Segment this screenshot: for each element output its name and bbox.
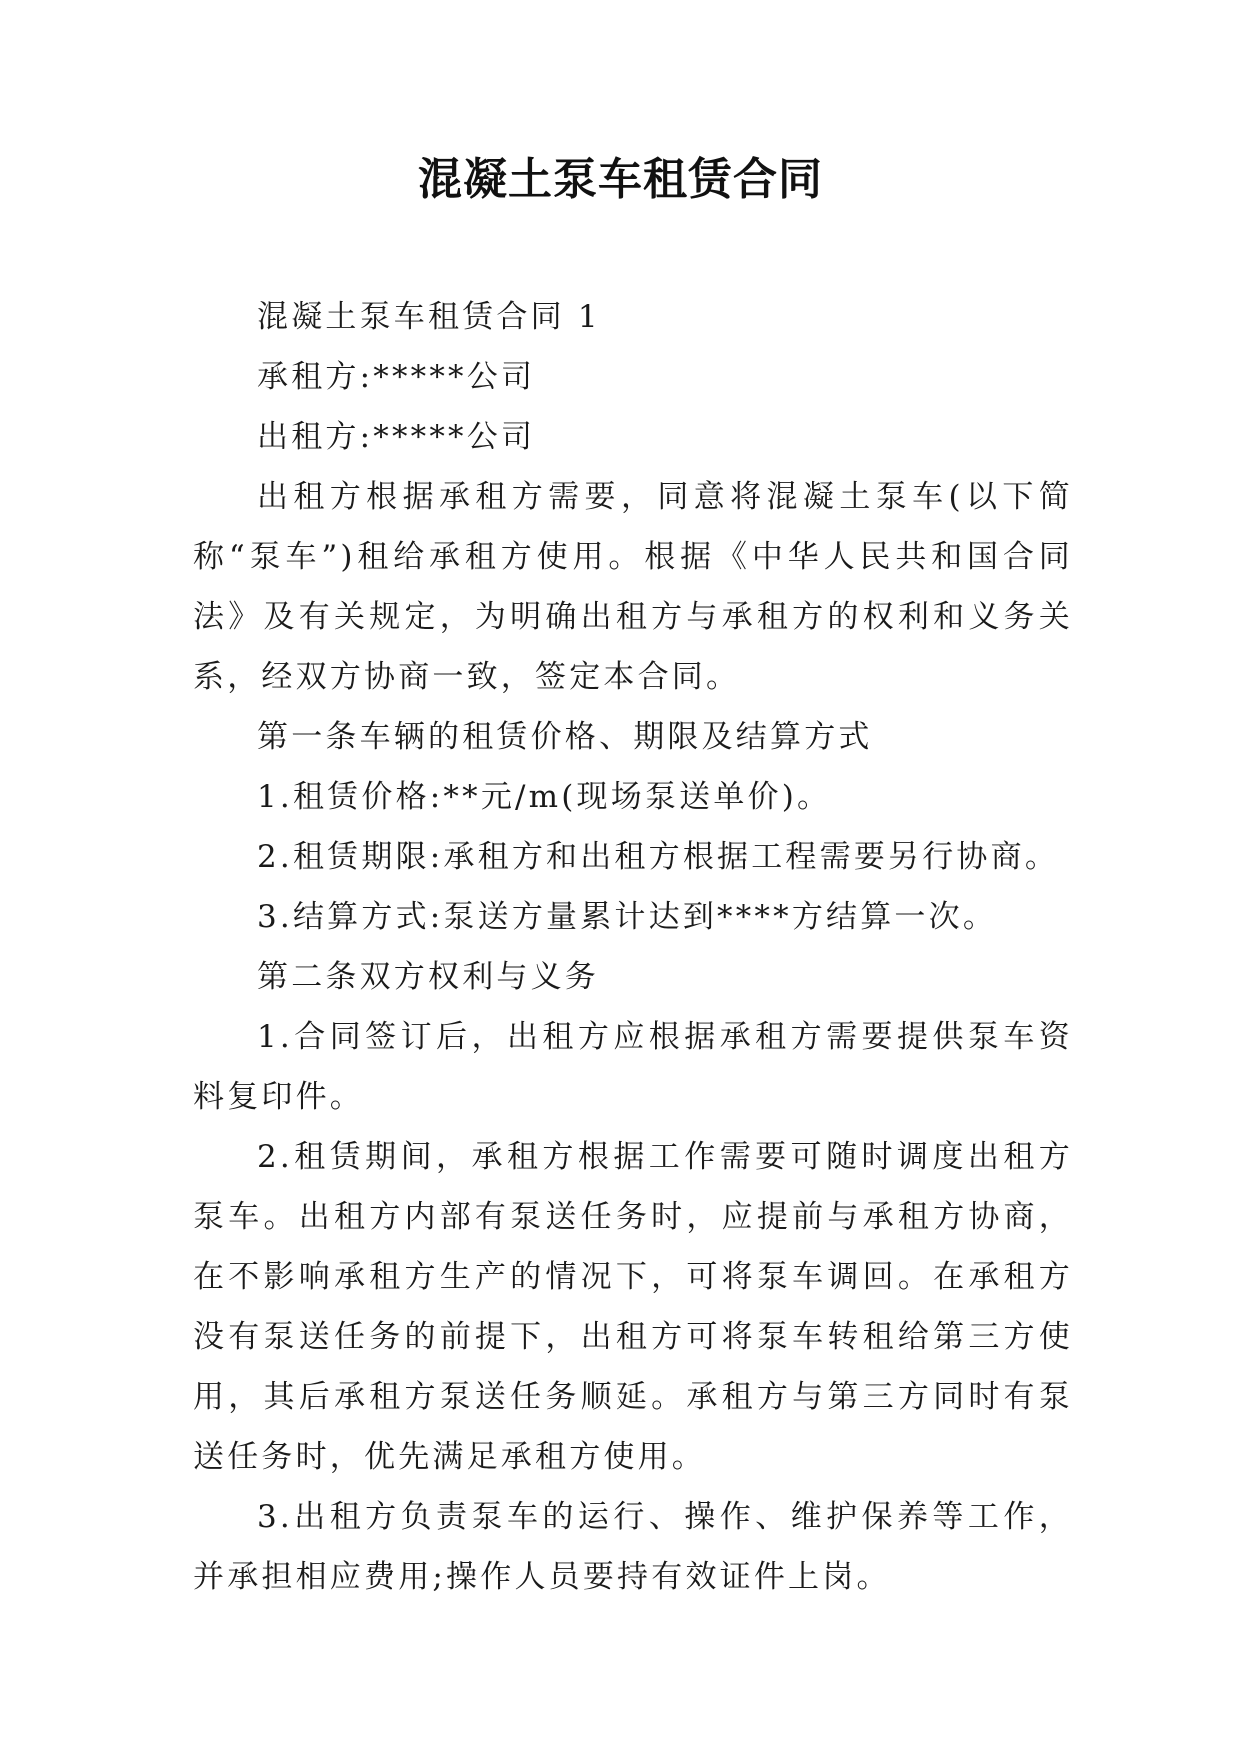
document-body bbox=[193, 287, 1073, 1607]
paragraph-article-2-item-3: 3.出租方负责泵车的运行、操作、维护保养等工作，并承担相应费用;操作人员要持有效证件上岗。 bbox=[193, 1499, 1073, 1595]
paragraph-lessor: 出租方:*****公司 bbox=[257, 419, 536, 455]
paragraph-article-1-item-3: 3.结算方式:泵送方量累计达到****方结算一次。 bbox=[257, 899, 998, 935]
paragraph-article-2: 第二条双方权利与义务 bbox=[257, 959, 599, 995]
paragraph-preamble: 出租方根据承租方需要，同意将混凝土泵车(以下简称“泵车”)租给承租方使用。根据《中华人民共和国合同法》及有关规定，为明确出租方与承租方的权利和义务关系，经双方协商一致，签定本合同。 bbox=[193, 479, 1073, 695]
paragraph-lessee: 承租方:*****公司 bbox=[257, 359, 536, 395]
paragraph-article-2-item-2: 2.租赁期间，承租方根据工作需要可随时调度出租方泵车。出租方内部有泵送任务时，应提前与承租方协商，在不影响承租方生产的情况下，可将泵车调回。在承租方没有泵送任务的前提下，出租方可将泵车转租给第三方使用，其后承租方泵送任务顺延。承租方与第三方同时有泵送任务时，优先满足承租方使用。 bbox=[193, 1139, 1073, 1475]
paragraph-article-1: 第一条车辆的租赁价格、期限及结算方式 bbox=[257, 719, 873, 755]
paragraph-article-2-item-1: 1.合同签订后，出租方应根据承租方需要提供泵车资料复印件。 bbox=[193, 1019, 1073, 1115]
paragraph-article-1-item-2: 2.租赁期限:承租方和出租方根据工程需要另行协商。 bbox=[257, 839, 1060, 875]
paragraph-heading-1: 混凝土泵车租赁合同 1 bbox=[257, 299, 601, 335]
document-title: 混凝土泵车租赁合同 bbox=[418, 154, 823, 205]
paragraph-article-1-item-1: 1.租赁价格:**元/m(现场泵送单价)。 bbox=[257, 779, 832, 815]
